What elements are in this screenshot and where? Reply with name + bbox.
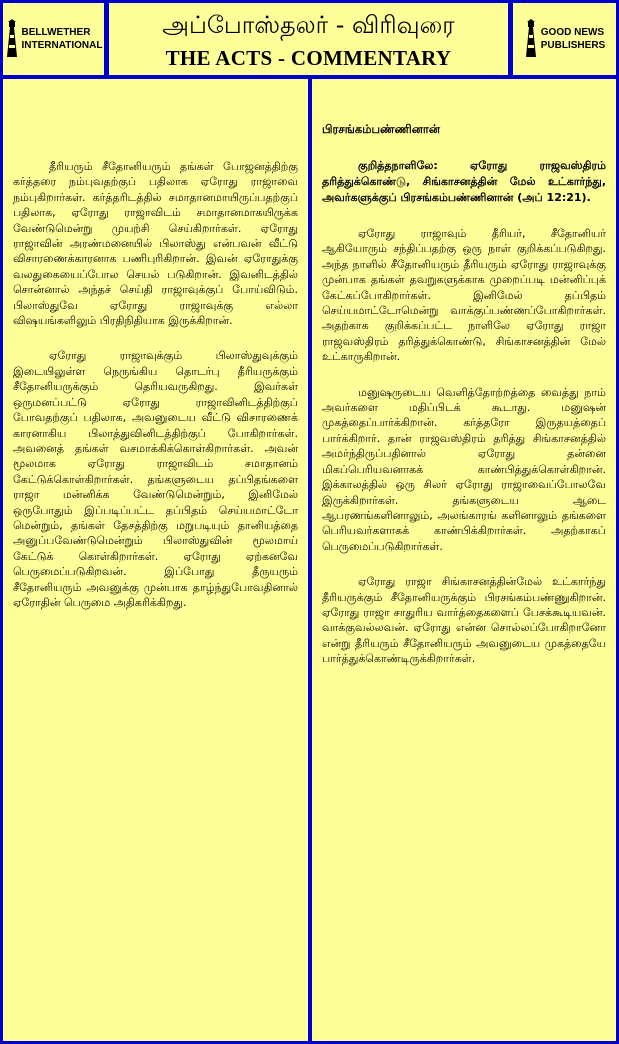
scripture-quote: குறித்தநாளிலே: ஏரோது ராஜவஸ்திரம் தரித்துக்கொண்டு, சிங்காசனத்தின் மேல் உட்கார்ந்து, அவர்களுக்குப் பிரசங்கம்பண்ணினான் (அப் 12:21). bbox=[322, 159, 606, 204]
title-tamil: அப்போஸ்தலர் - விரிவுரை bbox=[162, 11, 455, 39]
left-paragraph-1: தீரியரும் சீதோனியரும் தங்கள் போஜனத்திற்கு கர்த்தரை நம்புவதற்குப் பதிலாக ஏரோது ராஜாவை நம்புகிறார்கள். கர்த்தரிடத்தில் சமாதானமாயிருப்பதற்குப் பதிலாக, ஏரோது ராஜாவிடம் சமாதானமாகயிருக்க வேண்டுமென்று முயற்சி செய்கிறார்கள். ஏரோது ராஜாவின் அரண்மனையில் பிலாஸ்து என்பவன் வீட்டு விசாரணைக்காரனாக பணிபுரிகிறான். இவன் ஏரோதுக்கு வலதுகையைப்போல செயல் படுகிறான். இவனிடத்தில் சொன்னால் அந்தச் செய்தி ராஜாவுக்குப் போய்விடும். பிலாஸ்துவே ஏரோது ராஜாவுக்கு எல்லா விஷயங்களிலும் பிரதிநிதியாக இருக்கிறான். bbox=[13, 160, 298, 328]
section-heading: பிரசங்கம்பண்ணினான் bbox=[322, 122, 441, 136]
right-column bbox=[312, 79, 616, 1041]
right-paragraph-1: ஏரோது ராஜாவும் தீரியர், சீதோனியர் ஆகியோரும் சந்திப்பதற்கு ஒரு நாள் குறிக்கப்படுகிறது. அந்த நாளில் சீதோனியரும் தீரியரும் ஏரோது ராஜாவுக்கு முன்பாக தங்கள் தவறுகளுக்காக முறைப்படி மன்னிப்புக் கேட்கப்போகிறார்கள். இனிமேல் தப்பிதம் செய்யமாட்டோமென்று வாக்குப்பண்ணப்போகிறார்கள். அதற்காக குறிக்கப்பட்ட நாளிலே ஏரோது ராஜா ராஜவஸ்திரம் தரித்துக்கொண்டு, சிங்காசனத்தின் மேல் உட்காருகிறான். bbox=[322, 227, 606, 364]
good-news-logo bbox=[513, 3, 616, 75]
left-paragraph-2: ஏரோது ராஜாவுக்கும் பிலாஸ்துவுக்கும் இடையிலுள்ள நெருங்கிய தொடர்பு தீரியருக்கும் சீதோனியருக்கும் தெரியவருகிறது. இவர்கள் ஒருமனப்பட்டு ஏரோது ராஜாவினிடத்திற்குப் போவதற்குப் பதிலாக, அவனுடைய வீட்டு விசாரணைக் காரனாகிய பிலாத்துவினிடத்திற்குப் போகிறார்கள். அவனைத் தங்கள் வசமாக்கிக்கொள்கிறார்கள். அவன் மூலமாக ஏரோது ராஜாவிடம் சமாதானம் கேட்டுக்கொள்கிறார்கள். தங்களுடைய தப்பிதங்களை ராஜா மன்னிக்க வேண்டுமென்றும், இனிமேல் ஒருபோதும் இப்படிப்பட்ட தப்பிதம் செய்யமாட்டோ மென்றும், தங்கள் தேசத்திற்கு மறுபடியும் தானியத்தை அனுப்பவேண்டுமென்றும் பிலாஸ்துவின் மூலமாய் கேட்டுக் கொள்கிறார்கள். ஏரோது ஏற்கனவே பெருமைப்படுகிறவன். இப்போது தீருயரும் சீதோனியரும் அவனுக்கு முன்பாக தாழ்ந்துபோவதினால் ஏரோதின் பெருமை அதிகரிக்கிறது. bbox=[13, 349, 298, 609]
title-english: THE ACTS - COMMENTARY bbox=[165, 46, 452, 70]
lighthouse-icon bbox=[524, 19, 538, 59]
lighthouse-icon bbox=[5, 19, 19, 59]
logo-left-line1: BELLWETHER bbox=[21, 27, 91, 38]
logo-right-line2: PUBLISHERS bbox=[540, 40, 606, 51]
bellwether-logo bbox=[3, 3, 104, 75]
right-paragraph-3: ஏரோது ராஜா சிங்காசனத்தின்மேல் உட்கார்ந்து தீரியருக்கும் சீதோனியருக்கும் பிரசங்கம்பண்ணுகிறான். ஏரோது ராஜா சாதுரிய வார்த்தைகளைப் பேசக்கூடியவன். வாக்குவல்லவன். ஏரோது என்ன சொல்லப்போகிறானோ என்று தீரியரும் சீதோனியரும் அவனுடைய முகத்தையே பார்த்துக்கொண்டிருக்கிறார்கள். bbox=[322, 575, 606, 666]
page-header bbox=[109, 3, 508, 75]
logo-left-line2: INTERNATIONAL bbox=[21, 40, 103, 51]
logo-right-line1: GOOD NEWS bbox=[540, 27, 605, 38]
right-paragraph-2: மனுஷருடைய வெளித்தோற்றத்தை வைத்து நாம் அவர்களை மதிப்பிடக் கூடாது. மனுஷன் முகத்தைப்பார்க்கிறான். கர்த்தரோ இருதயத்தைப் பார்க்கிறார். தான் ராஜவஸ்திரம் தரித்து சிங்காசனத்தில் அமர்ந்திருப்பதினால் ஏரோது தன்னை மிகப்பெரியவனாகக் காண்பித்துக்கொள்கிறான். இக்காலத்தில் ஒரு சிலர் ஏரோது ராஜாவைப்போலவே இருக்கிறார்கள். தங்களுடைய ஆடை ஆபரணங்களினாலும், அலங்காரங் களினாலும் தங்களை பெரியவர்களாகக் காண்பிக்கிறார்கள். அதற்காகப் பெருமைப்படுகிறார்கள். bbox=[322, 385, 606, 553]
left-column bbox=[3, 79, 308, 1041]
